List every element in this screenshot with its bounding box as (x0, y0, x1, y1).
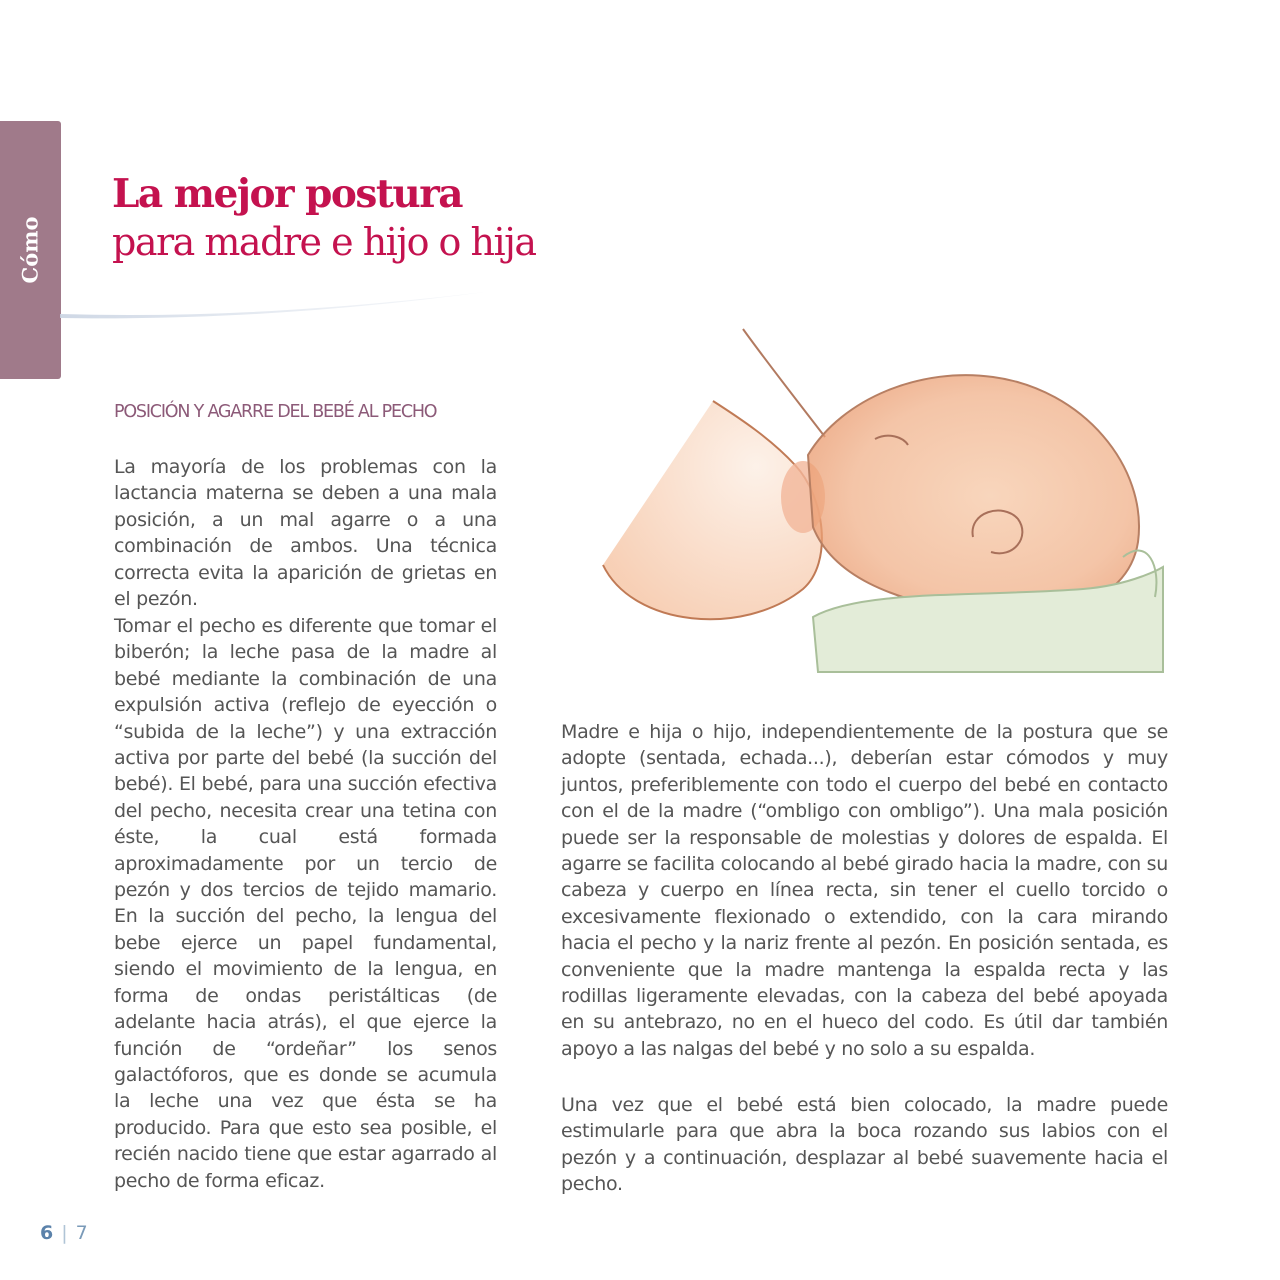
side-tab-label: Cómo (17, 216, 43, 284)
section-heading: POSICIÓN Y AGARRE DEL BEBÉ AL PECHO (114, 402, 437, 422)
page-number-current: 6 (40, 1222, 54, 1244)
paragraph-4: Una vez que el bebé está bien colocado, la madre puede estimularle para que abra la boca rozando sus labios con el pezón y a continuación, desplazar al bebé suavemente hacia el pecho. (561, 1094, 1168, 1196)
paragraph-3: Madre e hija o hijo, independientemente de la postura que se adopte (sentada, echada...), deberían estar cómodos y muy juntos, preferiblemente con todo el cuerpo del bebé en contacto con el de la madre (“ombligo con ombligo”). Una mala posición puede ser la responsable de molestias y dolores de espalda. El agarre se facilita colocando al bebé girado hacia la madre, con su cabeza y cuerpo en línea recta, sin tener el cuello torcido o excesivamente flexionado o extendido, con la cara mirando hacia el pecho y la nariz frente al pezón. En posición sentada, es conveniente que la madre mantenga la espalda recta y las rodillas ligeramente elevadas, con la cabeza del bebé apoyada en su antebrazo, no en el hueco del codo. Es útil dar también apoyo a las nalgas del bebé y no solo a su espalda. (561, 721, 1168, 1060)
page-number-next: 7 (75, 1222, 88, 1244)
title-line-2: para madre e hijo o hija (112, 220, 536, 264)
breastfeeding-illustration (563, 327, 1168, 689)
breast-outline-line (743, 329, 825, 437)
page-title (112, 170, 572, 266)
paragraph-1: La mayoría de los problemas con la lactancia materna se deben a una mala posición, a un mal agarre o a una combinación de ambos. Una técnica correcta evita la aparición de grietas en el pezón. (114, 456, 497, 611)
title-line-1: La mejor postura (112, 171, 463, 217)
paragraph-2: Tomar el pecho es diferente que tomar el biberón; la leche pasa de la madre al bebé mediante la combinación de una expulsión activa (reflejo de eyección o “subida de la leche”) y una extracción activa por parte del bebé (la succión del bebé). El bebé, para una succión efectiva del pecho, necesita crear una tetina con éste, la cual está formada aproximadamente por un tercio de pezón y dos tercios de tejido mamario. En la succión del pecho, la lengua del bebe ejerce un papel fundamental, siendo el movimiento de la lengua, en forma de ondas peristálticas (de adelante hacia atrás), el que ejerce la función de “ordeñar” los senos galactóforos, que es donde se acumula la leche una vez que ésta se ha producido. Para que esto sea posible, el recién nacido tiene que estar agarrado al pecho de forma eficaz. (114, 615, 497, 1192)
page-number-separator: | (61, 1222, 68, 1244)
baby-head-shape (808, 375, 1139, 617)
title-swoosh-decoration (60, 288, 500, 328)
page-numbers (40, 1222, 88, 1244)
